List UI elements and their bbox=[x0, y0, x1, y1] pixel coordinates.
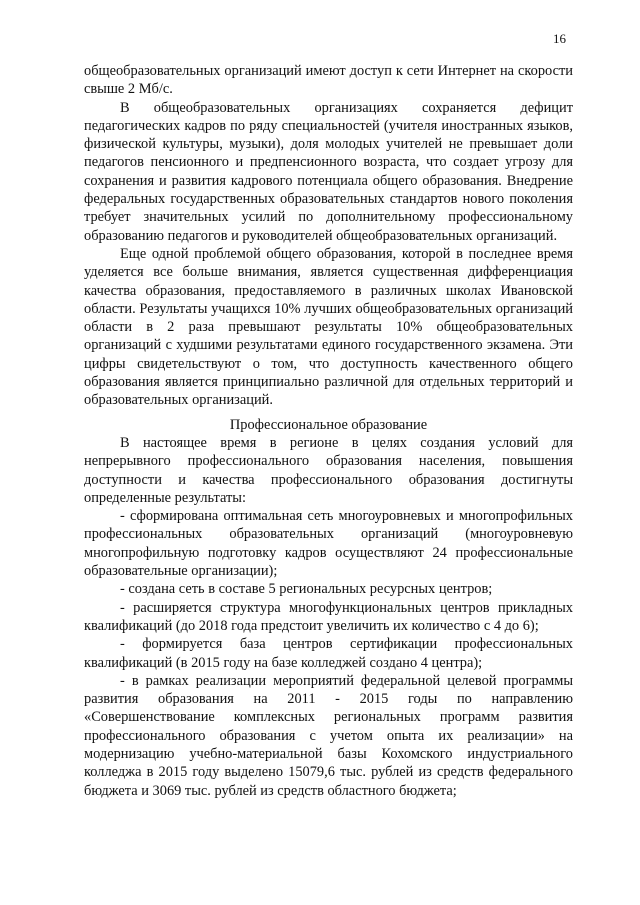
document-body bbox=[84, 62, 573, 800]
list-item: - расширяется структура многофункциональных центров прикладных квалификаций (до 2018 года предстоит увеличить их количество с 4 до 6); bbox=[84, 599, 573, 634]
paragraph: общеобразовательных организаций имеют доступ к сети Интернет на скорости свыше 2 Мб/с. bbox=[84, 63, 573, 98]
paragraph: Еще одной проблемой общего образования, которой в последнее время уделяется все больше внимания, является существенная дифференциация качества образования, предоставляемого в различных школах Ивановской области. Результаты учащихся 10% лучших общеобразовательных организаций области в 2 раза превышают результаты 10% общеобразовательных организаций с худшими результатами единого государственного экзамена. Эти цифры свидетельствуют о том, что доступность качественного общего образования является принципиально различной для отдельных территорий и образовательных организаций. bbox=[84, 245, 573, 409]
page-number: 16 bbox=[553, 31, 566, 46]
section-heading: Профессиональное образование bbox=[229, 416, 428, 433]
list-item: - сформирована оптимальная сеть многоуровневых и многопрофильных профессиональных образовательных организаций (многоуровневую многопрофильную подготовку кадров осуществляют 24 профессиональные образовательные организации); bbox=[84, 508, 573, 580]
paragraph: В общеобразовательных организациях сохраняется дефицит педагогических кадров по ряду специальностей (учителя иностранных языков, физической культуры, музыки), доля молодых учителей не превышает доли педагогов пенсионного и предпенсионного возраста, что создает угрозу для сохранения и развития кадрового потенциала общего образования. Внедрение федеральных государственных образовательных стандартов нового поколения требует значительных усилий по дополнительному профессиональному образованию педагогов и руководителей общеобразовательных организаций. bbox=[84, 99, 573, 244]
list-item: - формируется база центров сертификации профессиональных квалификаций (в 2015 году на базе колледжей создано 4 центра); bbox=[84, 636, 573, 671]
list-item: - в рамках реализации мероприятий федеральной целевой программы развития образования на 2011 - 2015 годы по направлению «Совершенствование комплексных региональных программ развития профессионального образования с учетом опыта их реализации» на модернизацию учебно-материальной базы Кохомского индустриального колледжа в 2015 году выделено 15079,6 тыс. рублей из средств федерального бюджета и 3069 тыс. рублей из средств областного бюджета; bbox=[84, 672, 573, 799]
paragraph: В настоящее время в регионе в целях создания условий для непрерывного профессионального образования населения, повышения доступности и качества профессионального образования достигнуты определенные результаты: bbox=[84, 434, 573, 506]
list-item: - создана сеть в составе 5 региональных ресурсных центров; bbox=[120, 581, 493, 598]
